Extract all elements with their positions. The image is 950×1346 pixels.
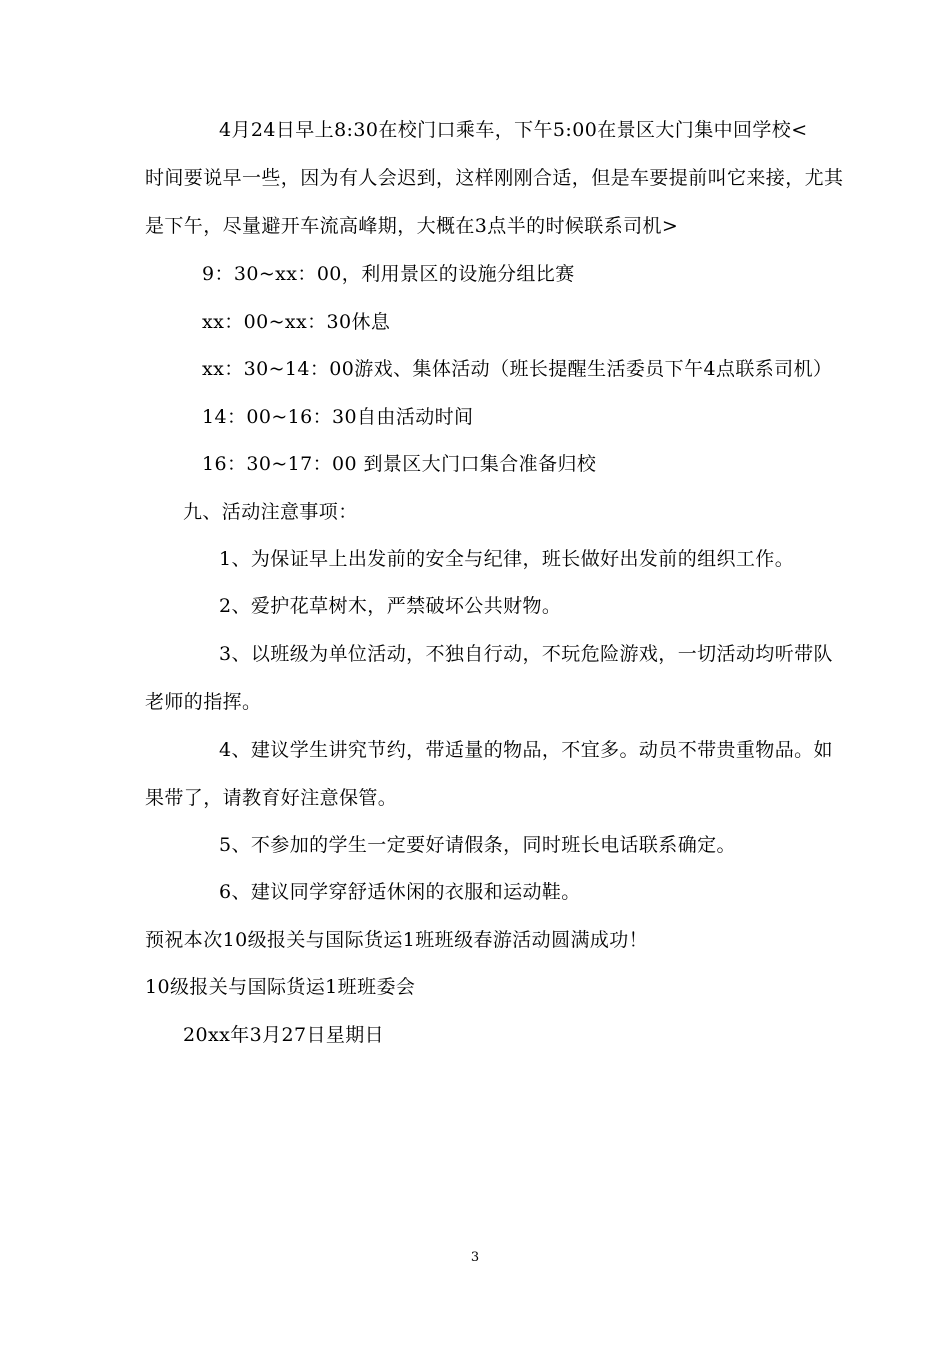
note-item-4-line-1: 4、建议学生讲究节约，带适量的物品，不宜多。动员不带贵重物品。如 [219, 739, 833, 761]
schedule-item-games: xx：30~14：00游戏、集体活动（班长提醒生活委员下午4点联系司机） [202, 358, 833, 380]
note-item-5: 5、不参加的学生一定要好请假条，同时班长电话联系确定。 [219, 834, 736, 856]
signature-date: 20xx年3月27日星期日 [183, 1024, 385, 1046]
schedule-item-free-time: 14：00~16：30自由活动时间 [202, 406, 474, 428]
paragraph-schedule-note-line-2: 是下午，尽量避开车流高峰期，大概在3点半的时候联系司机> [145, 215, 679, 237]
note-item-2: 2、爱护花草树木，严禁破坏公共财物。 [219, 595, 562, 617]
section-heading-notes: 九、活动注意事项： [183, 501, 358, 523]
note-item-3-line-2: 老师的指挥。 [145, 691, 262, 713]
note-item-4-line-2: 果带了，请教育好注意保管。 [145, 787, 398, 809]
schedule-item-group-competition: 9：30~xx：00，利用景区的设施分组比赛 [202, 263, 575, 285]
signature-committee: 10级报关与国际货运1班班委会 [145, 976, 416, 998]
note-item-6: 6、建议同学穿舒适休闲的衣服和运动鞋。 [219, 881, 581, 903]
page-number: 3 [470, 1250, 480, 1265]
schedule-item-return: 16：30~17：00 到景区大门口集合准备归校 [202, 453, 597, 475]
closing-wish: 预祝本次10级报关与国际货运1班班级春游活动圆满成功！ [145, 929, 649, 951]
paragraph-schedule-departure: 4月24日早上8:30在校门口乘车，下午5:00在景区大门集中回学校< [219, 119, 808, 141]
schedule-item-rest: xx：00~xx：30休息 [202, 311, 391, 333]
paragraph-schedule-note-line-1: 时间要说早一些，因为有人会迟到，这样刚刚合适，但是车要提前叫它来接，尤其 [145, 167, 844, 189]
note-item-3-line-1: 3、以班级为单位活动，不独自行动，不玩危险游戏，一切活动均听带队 [219, 643, 833, 665]
note-item-1: 1、为保证早上出发前的安全与纪律，班长做好出发前的组织工作。 [219, 548, 795, 570]
